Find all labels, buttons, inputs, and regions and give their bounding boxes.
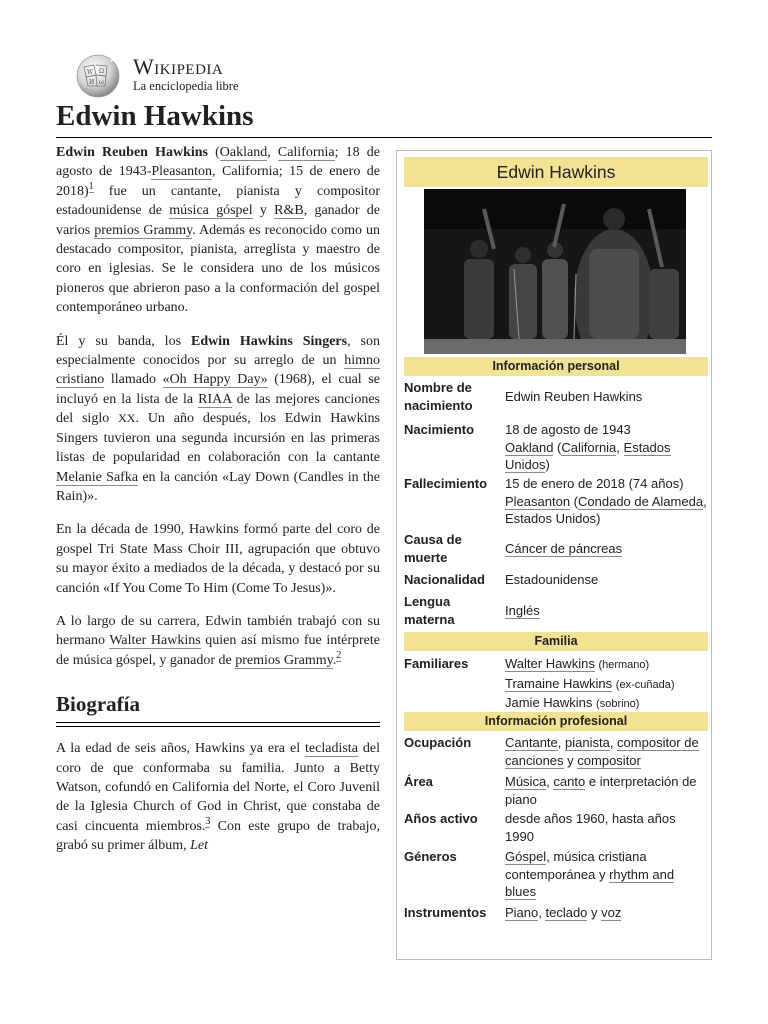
label-nacionalidad: Nacionalidad [404, 572, 485, 587]
text-span: , [267, 145, 278, 160]
text-span: ; 18 de agosto de 1943- [56, 145, 380, 180]
title-divider [56, 137, 712, 138]
link-piano[interactable]: Piano [505, 905, 539, 920]
link-melanie-safka[interactable]: Melanie Safka [56, 469, 139, 485]
label-nombre: Nombre de nacimiento [404, 380, 473, 413]
text-span: fue un cantante, pianista y compositor estadounidense de [56, 183, 380, 219]
link-california-infobox[interactable]: California [561, 439, 617, 455]
death-date: 15 de enero de 2018 (74 años) [505, 476, 684, 491]
label-instrumentos: Instrumentos [404, 905, 487, 920]
svg-text:W: W [87, 69, 94, 76]
reference-2[interactable]: 2 [336, 650, 342, 662]
section-divider [56, 722, 380, 727]
link-voz[interactable]: voz [601, 905, 622, 920]
label-anos-activo: Años activo [404, 811, 478, 826]
text-span: del coro de que conformaba su familia. Junto a Betty Watson, cofundó en California del Norte, el Coro Juvenil de la Iglesia Church of God in Christ, que constaba de casi cincuenta miembros. [56, 741, 380, 834]
text-span: llamado [104, 372, 163, 388]
link-pianista[interactable]: pianista [565, 735, 610, 750]
link-ingles[interactable]: Inglés [505, 603, 540, 618]
text-span: , California; 15 de enero de 2018) [56, 164, 380, 199]
text-span: , ganador de varios [56, 203, 380, 238]
genres-text: , música cristiana contemporánea y [505, 849, 647, 882]
reference-3[interactable]: 3 [205, 816, 211, 828]
text-span: . [332, 652, 337, 668]
label-nacimiento: Nacimiento [404, 422, 475, 437]
link-gospel-genre[interactable]: Góspel [505, 849, 547, 864]
label-lengua: Lengua materna [404, 594, 455, 627]
link-walter-hawkins-infobox[interactable]: Walter Hawkins [505, 656, 595, 671]
label-familiares: Familiares [404, 656, 469, 671]
text-span: . Además es reconocido como un destacado compositor, pianista, arreglista y maestro de coro en iglesias. Se le considera uno de los músicos pioneros que abrieron paso a la conformación del gospel contemporáneo urbano. [56, 222, 380, 316]
text-span: quien así mismo fue intérprete de música góspel, y ganador de [56, 633, 380, 668]
infobox-section-personal: Información personal [404, 357, 708, 376]
link-tecladista[interactable]: tecladista [305, 741, 358, 757]
label-area: Área [404, 774, 433, 789]
link-tramaine-hawkins[interactable]: Tramaine Hawkins [505, 675, 613, 691]
decade-paragraph: En la década de 1990, Hawkins formó parte del coro de gospel Tri State Mass Choir III, agrupación que obtuvo su mayor éxito a mediados de la década, y destacó por su canción «If You Come To Him (Come To Jesus)». [56, 522, 380, 596]
svg-text:И: И [89, 79, 95, 86]
value-lengua [505, 602, 707, 620]
svg-text:Ω: Ω [99, 68, 104, 75]
full-name: Edwin Reuben Hawkins [56, 145, 208, 160]
text-span: . Un año después, los Edwin Hawkins Singers tuvieron una segunda incursión en las primeras listas de popularidad en colaboración con la cantante [56, 411, 380, 466]
link-compositor[interactable]: compositor [577, 752, 641, 768]
infobox-title: Edwin Hawkins [404, 157, 708, 187]
infobox-section-profesional: Información profesional [404, 712, 708, 731]
text-span: A lo largo de su carrera, Edwin también trabajó con su hermano [56, 613, 380, 649]
link-pleasanton[interactable]: Pleasanton [151, 164, 213, 180]
relation-label: (sobrino) [596, 698, 640, 710]
area-text: e interpretación de piano [505, 774, 697, 807]
value-nacionalidad: Estadounidense [505, 572, 599, 587]
value-area: Música, canto e interpretación de piano [505, 774, 697, 807]
link-oh-happy-day[interactable]: «Oh Happy Day» [162, 372, 268, 388]
label-causa: Causa de muerte [404, 532, 462, 565]
link-rhythm-and-blues[interactable]: rhythm and blues [505, 866, 675, 899]
album-title: Let [190, 838, 209, 854]
link-california[interactable]: California [277, 145, 335, 160]
label-ocupacion: Ocupación [404, 735, 472, 750]
link-himno-cristiano[interactable]: himno cristiano [56, 353, 380, 388]
value-generos [505, 848, 707, 901]
value-instrumentos: Piano, teclado y voz [505, 905, 622, 920]
infobox-photo[interactable] [424, 189, 686, 354]
value-causa [505, 540, 707, 558]
value-nombre: Edwin Reuben Hawkins [505, 389, 643, 404]
death-country: Estados Unidos [505, 511, 597, 526]
section-heading-biografia: Biografía [56, 692, 140, 717]
value-anos-activo: desde años 1960, hasta años 1990 [505, 811, 676, 844]
link-teclado[interactable]: teclado [545, 905, 588, 920]
intro-paragraph [56, 143, 380, 318]
wikipedia-globe-logo[interactable] [74, 53, 122, 99]
link-cancer-pancreas[interactable]: Cáncer de páncreas [505, 541, 623, 556]
biography-paragraph [56, 739, 380, 855]
link-rnb[interactable]: R&B [274, 203, 304, 219]
text-span: y [252, 203, 275, 219]
relation-label: (hermano) [598, 659, 650, 671]
text-span: Él y su banda, los [56, 333, 191, 349]
relation-label: (ex-cuñada) [615, 678, 675, 691]
link-oakland-infobox[interactable]: Oakland [505, 439, 554, 455]
value-ocupacion: Cantante, pianista, compositor de canciones y compositor [505, 735, 699, 768]
text-span: Con este grupo de trabajo, grabó su primer álbum, [56, 818, 380, 854]
band-name: Edwin Hawkins Singers [190, 333, 348, 349]
link-premios-grammy-2[interactable]: premios Grammy [235, 652, 333, 668]
article-body [56, 143, 380, 870]
svg-text:ω: ω [99, 79, 104, 86]
birth-date: 18 de agosto de 1943 [505, 422, 631, 437]
link-compositor-canciones[interactable]: compositor de canciones [505, 735, 699, 768]
page-title: Edwin Hawkins [56, 100, 254, 132]
link-canto[interactable]: canto [553, 774, 586, 789]
label-fallecimiento: Fallecimiento [404, 476, 488, 491]
link-musica-gospel[interactable]: música góspel [169, 203, 253, 219]
infobox [396, 150, 712, 960]
value-familiares [505, 655, 707, 714]
text-span: A la edad de seis años, Hawkins ya era el [56, 741, 306, 757]
link-riaa[interactable]: RIAA [198, 391, 232, 407]
label-generos: Géneros [404, 849, 457, 864]
link-oakland[interactable]: Oakland [219, 145, 268, 160]
link-musica[interactable]: Música [505, 774, 547, 789]
text-span: de las mejores canciones del siglo [56, 391, 380, 427]
text-span: en la canción «Lay Down (Candles in the Rain)». [56, 469, 381, 504]
text-span: ( [207, 145, 220, 160]
century-numeral: XX [118, 411, 136, 426]
family-member-name: Jamie Hawkins [505, 695, 593, 710]
value-fallecimiento: 15 de enero de 2018 (74 años) Pleasanton (Condado de Alameda, Estados Unidos) [505, 476, 707, 526]
link-estados-unidos[interactable]: Estados Unidos [505, 439, 671, 472]
wikipedia-tagline: La enciclopedia libre [133, 79, 239, 93]
text-span: (1968), el cual se incluyó en la lista de la [56, 372, 380, 407]
link-pleasanton-infobox[interactable]: Pleasanton [505, 493, 571, 509]
value-nacimiento: 18 de agosto de 1943 Oakland (California, Estados Unidos) [505, 422, 671, 472]
link-cantante[interactable]: Cantante [505, 735, 558, 750]
band-paragraph [56, 332, 380, 507]
link-walter-hawkins[interactable]: Walter Hawkins [109, 633, 201, 649]
text-span: , son especialmente conocidos por su arreglo de un [56, 333, 380, 369]
link-condado-alameda[interactable]: Condado de Alameda [578, 493, 704, 509]
wikipedia-wordmark[interactable]: Wikipedia [133, 54, 224, 79]
reference-1[interactable]: 1 [88, 181, 94, 193]
career-paragraph [56, 612, 380, 670]
infobox-section-familia: Familia [404, 632, 708, 651]
link-premios-grammy[interactable]: premios Grammy [94, 222, 193, 238]
